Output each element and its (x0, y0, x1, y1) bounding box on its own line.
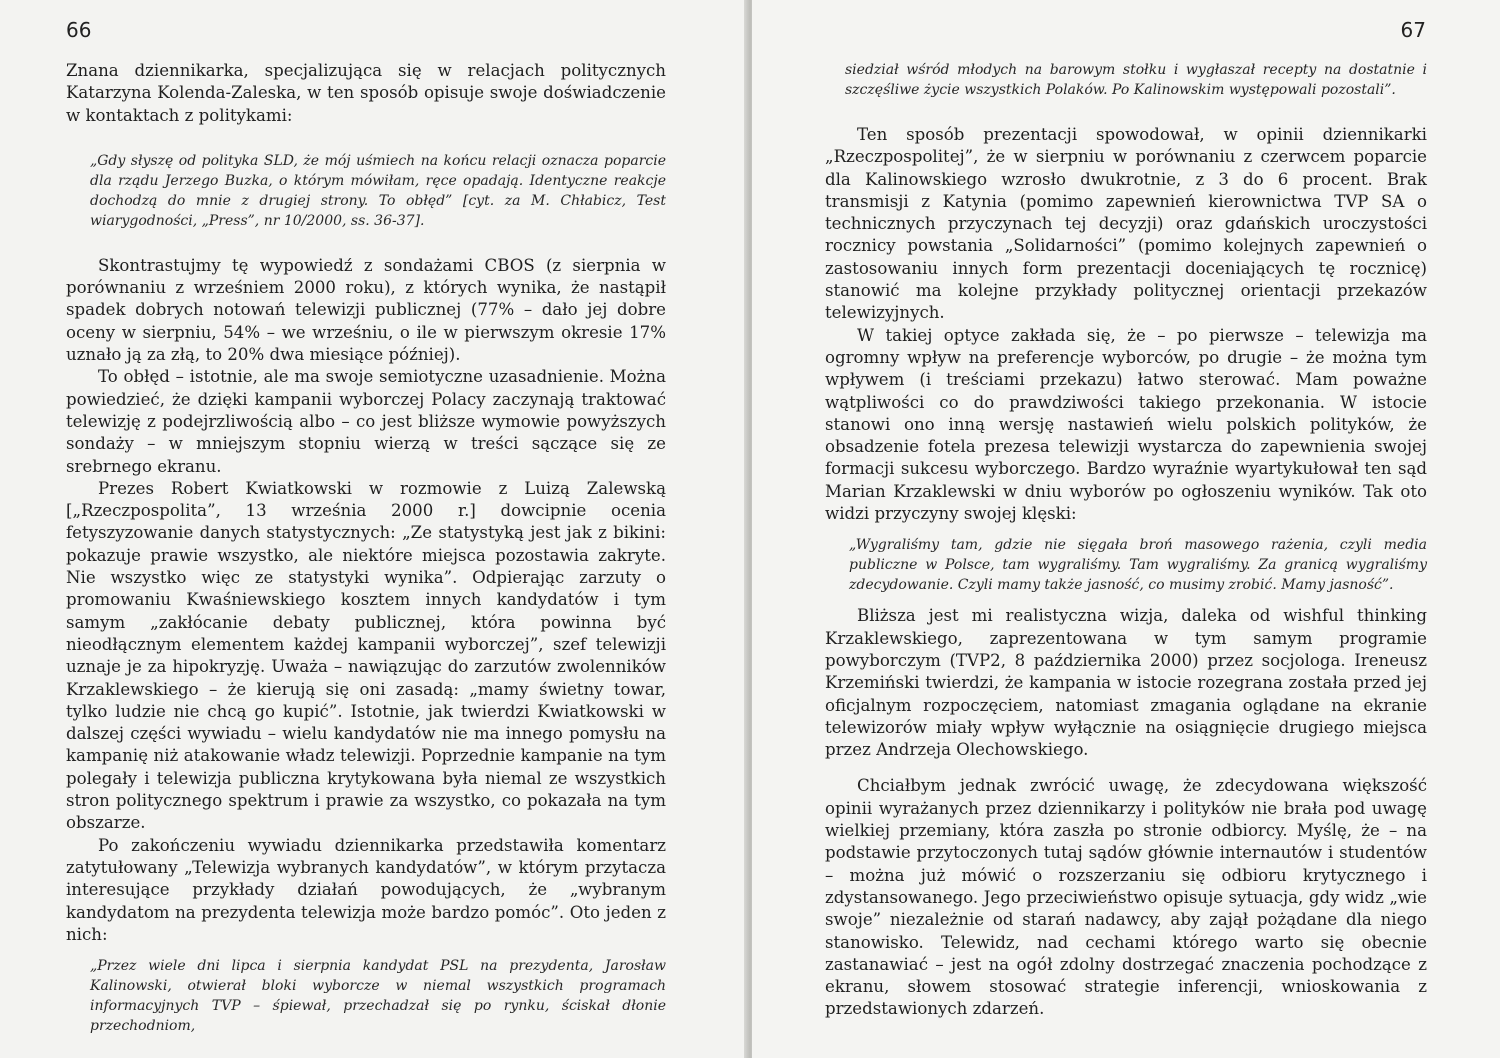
paragraph: Prezes Robert Kwiatkowski w rozmowie z Luizą Zalewską [„Rzeczpospolita”, 13 września 2000 r.] dowcipnie ocenia fetyszyzowanie danych statystycznych: „Ze statystyką jest jak z bikini: pokazuje prawie wszystko, ale niektóre miejsca pozostawia zakryte. Nie wszystko więc ze statystyki wynika”. Odpierając zarzuty o promowaniu Kwaśniewskiego kosztem innych kandydatów i tym samym „zakłócanie debaty publicznej, która powinna być nieodłącznym elementem każdej kampanii wyborczej”, szef telewizji uznaje je za hipokryzję. Uważa – nawiązując do zarzutów zwolenników Krzaklewskiego – że kierują się oni zasadą: „mamy świetny towar, tylko ludzie nie chcą go kupić”. Istotnie, jak twierdzi Kwiatkowski w dalszej części wywiadu – wielu kandydatów nie ma innego pomysłu na kampanię niż atakowanie władz telewizji. Poprzednie kampanie na tym polegały i telewizja publiczna krytykowana była niemal ze wszystkich stron politycznego spektrum i prawie za wszystko, co pokazała na tym obszarze. (66, 478, 666, 833)
right-text-column (825, 60, 1427, 1021)
paragraph: Po zakończeniu wywiadu dziennikarka przedstawiła komentarz zatytułowany „Telewizja wybranych kandydatów”, w którym przytacza interesujące przykłady działań powodujących, że „wybranym kandydatom na prezydenta telewizja może bardzo pomóc”. Oto jeden z nich: (66, 835, 666, 944)
left-text-column (66, 60, 666, 1046)
block-quote: siedział wśród młodych na barowym stołku i wygłaszał recepty na dostatnie i szczęśliwe życie wszystkich Polaków. Po Kalinowskim występowali pozostali”. (845, 62, 1427, 98)
paragraph: Chciałbym jednak zwrócić uwagę, że zdecydowana większość opinii wyrażanych przez dziennikarzy i polityków nie brała pod uwagę wielkiej przemiany, która zaszła po stronie odbiorcy. Myślę, że – na podstawie przytoczonych tutaj sądów głównie internautów i studentów – można już mówić o rozszerzaniu się odbioru krytycznego i zdystansowanego. Jego przeciwieństwo opisuje sytuacja, gdy widz „wie swoje” niezależnie od starań nadawcy, aby zajął pożądane dla niego stanowisko. Telewidz, nad cechami którego warto się obecnie zastanawiać – jest na ogół zdolny dostrzegać znaczenia pochodzące z ekranu, słowem stosować strategie inferencji, wnioskowania z przedstawionych zdarzeń. (825, 776, 1427, 1019)
paragraph: Znana dziennikarka, specjalizująca się w relacjach politycznych Katarzyna Kolenda-Zaleska, w ten sposób opisuje swoje doświadczenie w kontaktach z politykami: (66, 61, 666, 125)
right-page (752, 0, 1500, 1058)
paragraph: W takiej optyce zakłada się, że – po pierwsze – telewizja ma ogromny wpływ na preferencje wyborców, po drugie – że można tym wpływem (i treściami przekazu) łatwo sterować. Mam poważne wątpliwości co do prawdziwości takiego przekonania. W istocie stanowi ono inną wersję nastawień wielu polskich polityków, że obsadzenie fotela prezesa telewizji wystarcza do zapewnienia swojej formacji sukcesu wyborczego. Bardzo wyraźnie wyartykułował ten sąd Marian Krzaklewski w dniu wyborów po ogłoszeniu wyników. Tak oto widzi przyczyny swojej klęski: (825, 325, 1427, 524)
left-page (0, 0, 748, 1058)
paragraph: Skontrastujmy tę wypowiedź z sondażami CBOS (z sierpnia w porównaniu z wrześniem 2000 roku), z których wynika, że nastąpił spadek dobrych notowań telewizji publicznej (77% – dało jej dobre oceny w sierpniu, 54% – we wrześniu, o ile w pierwszym okresie 17% uznało ją za złą, to 20% dwa miesiące później). (66, 255, 666, 365)
block-quote: „Przez wiele dni lipca i sierpnia kandydat PSL na prezydenta, Jarosław Kalinowski, otwierał bloki wyborcze w niemal wszystkich programach informacyjnych TVP – śpiewał, przechadzał się po rynku, ściskał dłonie przechodniom, (90, 958, 666, 1035)
block-quote: „Gdy słyszę od polityka SLD, że mój uśmiech na końcu relacji oznacza poparcie dla rządu Jerzego Buzka, o którym mówiłam, ręce opadają. Identyczne reakcje dochodzą do mnie z drugiej strony. To obłęd” [cyt. za M. Chłabicz, Test wiarygodności, „Press”, nr 10/2000, ss. 36-37]. (90, 152, 666, 229)
paragraph: Ten sposób prezentacji spowodował, w opinii dziennikarki „Rzeczpospolitej”, że w sierpniu w porównaniu z czerwcem poparcie dla Kalinowskiego wzrosło dwukrotnie, z 3 do 6 procent. Brak transmisji z Katynia (pomimo zapewnień kierownictwa TVP SA o technicznych przyczynach tej decyzji) oraz gdańskich uroczystości rocznicy powstania „Solidarności” (pomimo kolejnych zapewnień o zastosowaniu innych form prezentacji doceniających tę rocznicę) stanowić ma kolejne przykłady politycznej orientacji przekazów telewizyjnych. (825, 125, 1427, 323)
paragraph: Bliższa jest mi realistyczna wizja, daleka od wishful thinking Krzaklewskiego, zaprezentowana w tym samym programie powyborczym (TVP2, 8 października 2000) przez socjologa. Ireneusz Krzemiński twierdzi, że kampania w istocie rozegrana została przed jej oficjalnym rozpoczęciem, natomiast zmagania oglądane na ekranie telewizorów miały wpływ wyłącznie na osiągnięcie drugiego miejsca przez Andrzeja Olechowskiego. (825, 606, 1427, 760)
block-quote: „Wygraliśmy tam, gdzie nie sięgała broń masowego rażenia, czyli media publiczne w Polsce, tam wygraliśmy. Tam wygraliśmy. Za granicą wygraliśmy zdecydowanie. Czyli mamy także jasność, co musimy zrobić. Mamy jasność”. (849, 537, 1427, 594)
page-number: 66 (66, 18, 92, 42)
paragraph: To obłęd – istotnie, ale ma swoje semiotyczne uzasadnienie. Można powiedzieć, że dzięki kampanii wyborczej Polacy zaczynają traktować telewizję z podejrzliwością albo – co jest bliższe wymowie powyższych sondaży – w mniejszym stopniu wierzą w treści sączące się ze srebrnego ekranu. (66, 367, 666, 476)
page-number: 67 (1400, 18, 1426, 42)
